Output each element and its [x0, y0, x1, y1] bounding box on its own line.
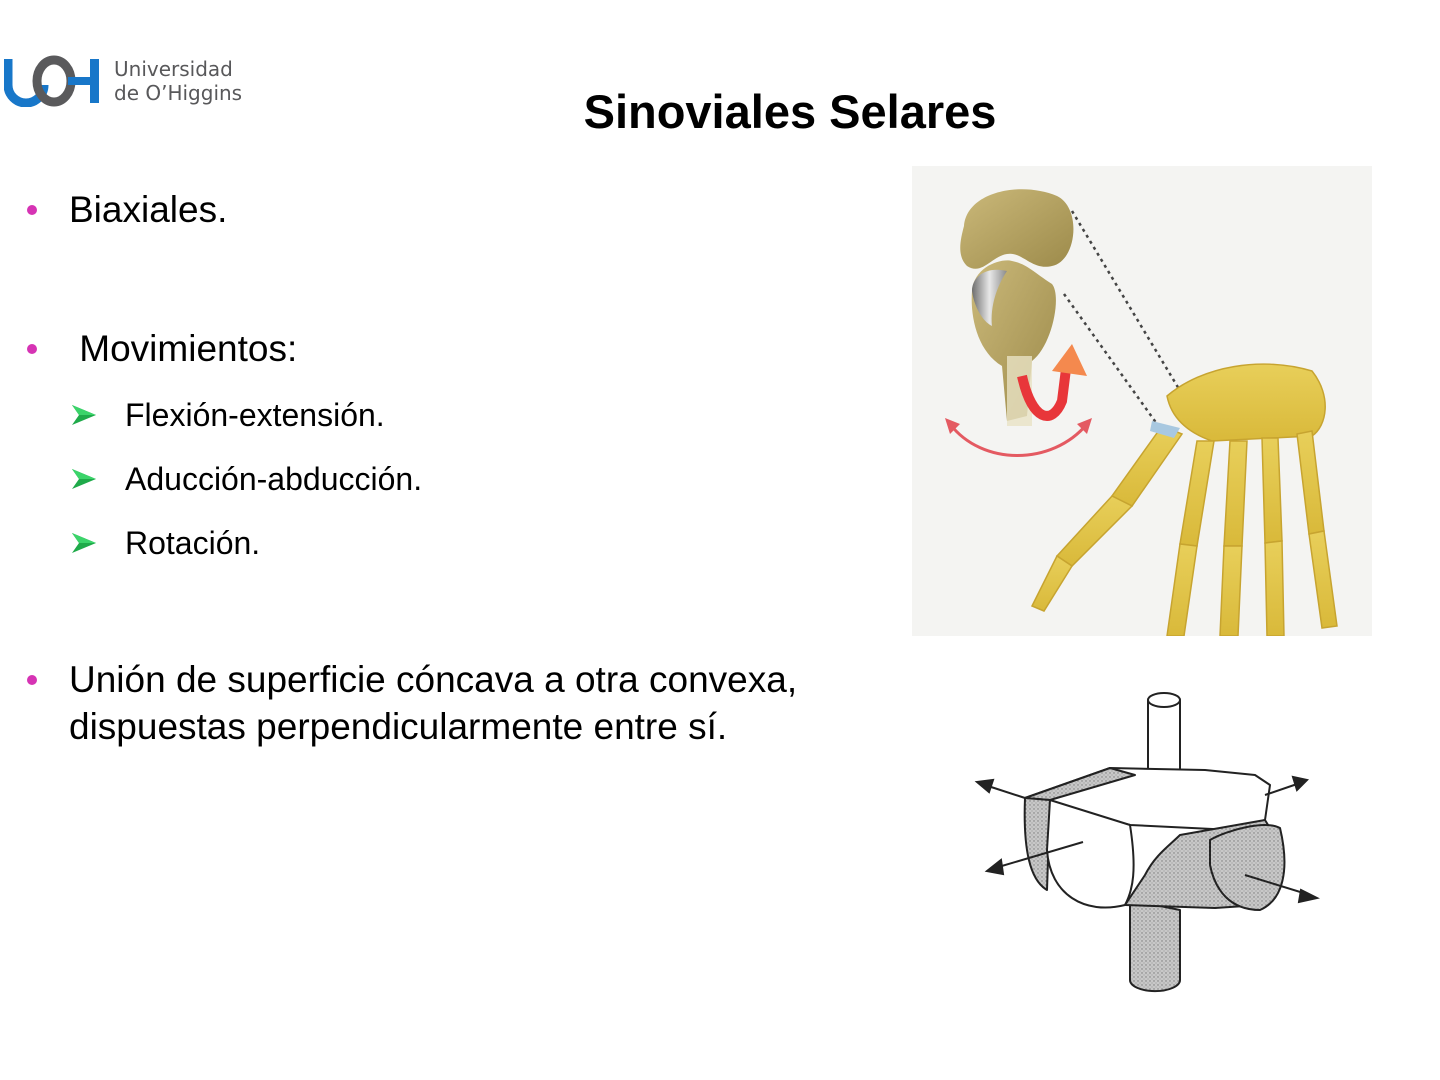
bullet-dot-icon — [27, 205, 37, 215]
arrowhead-bullet-icon — [71, 532, 97, 554]
university-logo — [4, 55, 244, 110]
bullet-text: Biaxiales. — [69, 189, 228, 230]
sub-list-item — [71, 523, 260, 563]
university-name — [114, 57, 242, 105]
arrowhead-bullet-icon — [71, 404, 97, 426]
bullet-item — [27, 186, 227, 233]
sub-list-item — [71, 395, 385, 435]
university-name-line1: Universidad — [114, 57, 233, 81]
sub-list-text: Flexión-extensión. — [125, 397, 385, 433]
bullet-text: Movimientos: — [69, 328, 298, 369]
bullet-dot-icon — [27, 344, 37, 354]
arrowhead-bullet-icon — [71, 468, 97, 490]
hand-skeleton-icon — [912, 166, 1372, 636]
bullet-item — [27, 656, 797, 750]
bullet-dot-icon — [27, 675, 37, 685]
bullet-item — [27, 325, 297, 372]
thumb-joint-illustration — [912, 166, 1372, 636]
slide-title: Sinoviales Selares — [583, 85, 997, 138]
sub-list-item — [71, 459, 422, 499]
saddle-joint-icon — [965, 680, 1325, 1000]
saddle-joint-diagram — [965, 680, 1325, 1000]
sub-list-text: Aducción-abducción. — [125, 461, 423, 497]
bullet-text-line2: dispuestas perpendicularmente entre sí. — [69, 706, 728, 747]
university-name-line2: de O’Higgins — [114, 81, 243, 105]
bullet-text-line1: Unión de superficie cóncava a otra convexa, — [69, 659, 798, 700]
sub-list-text: Rotación. — [125, 525, 261, 561]
bullet-text — [69, 656, 797, 750]
uoh-logo-mark-icon — [4, 55, 104, 107]
